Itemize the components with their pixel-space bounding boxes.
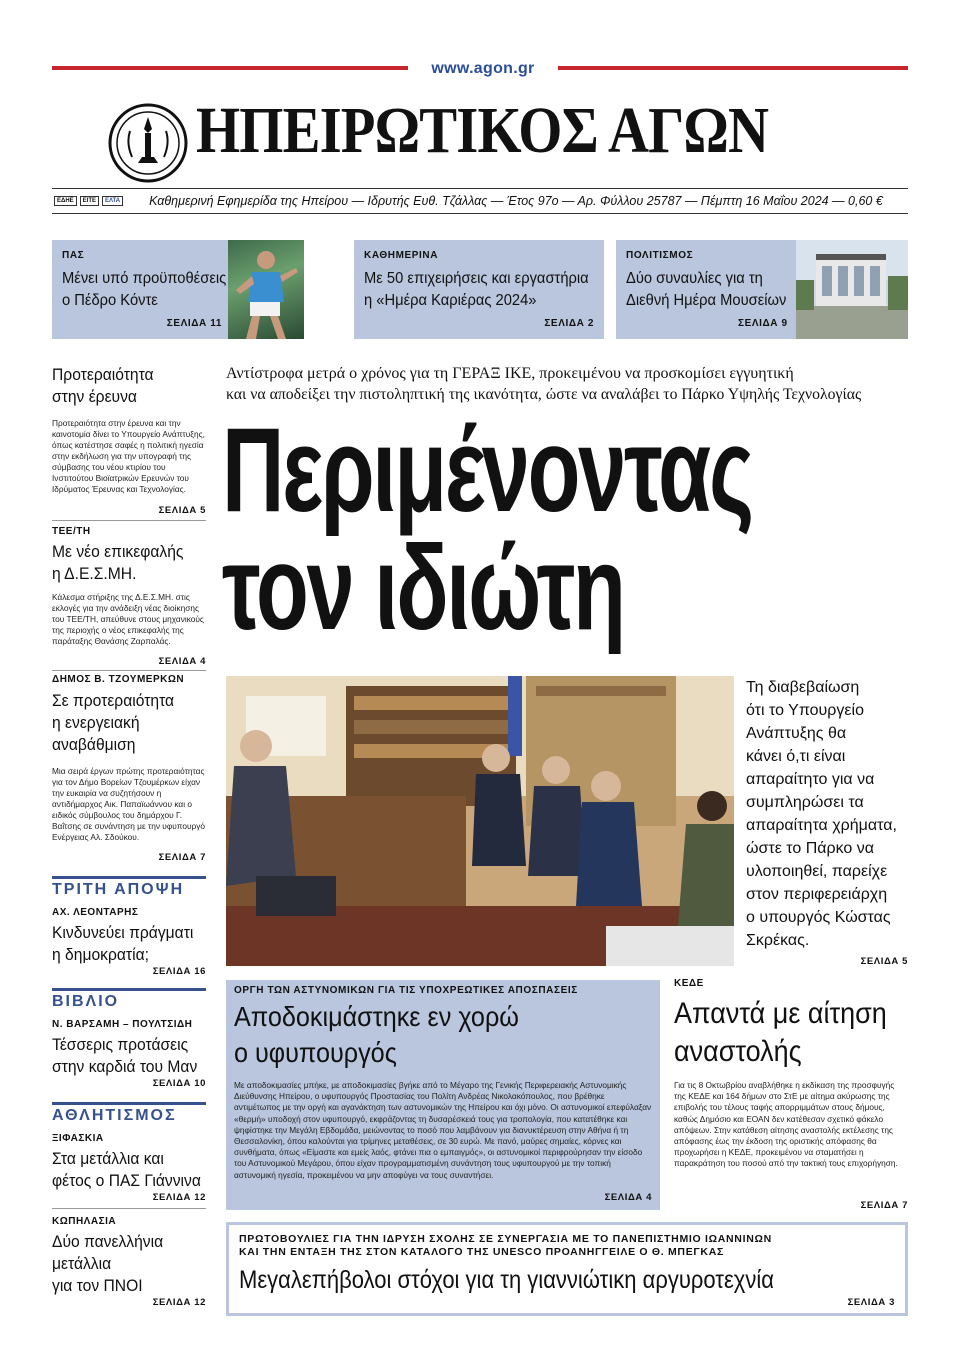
sidebar-kicker: ΞΙΦΑΣΚΙΑ <box>52 1133 104 1144</box>
badge-group <box>52 196 123 206</box>
teaser-museums[interactable] <box>616 240 908 339</box>
sidebar-page: ΣΕΛΙΔΑ 12 <box>152 1192 206 1203</box>
teaser-title-line: Με 50 επιχειρήσεις και εργαστήρια <box>364 270 589 287</box>
caption-line: Τη διαβεβαίωση <box>746 679 860 696</box>
silversmith-story-box[interactable] <box>226 1222 908 1316</box>
divider <box>52 520 206 521</box>
sidebar-title[interactable]: Στα μετάλλια και <box>52 1149 164 1168</box>
lead-deck: και να αποδείξει την πιστοληπτική της ικανότητα, ώστε να αναλάβει το Πάρκο Υψηλής Τεχνολογίας <box>226 386 862 403</box>
caption-line: απαραίτητα χρήματα, <box>746 817 897 834</box>
kede-page: ΣΕΛΙΔΑ 7 <box>860 1200 908 1211</box>
kede-body: Για τις 8 Οκτωβρίου αναβλήθηκε η εκδίκαση της προσφυγής της ΚΕΔΕ και 164 δήμων στο ΣτΕ με αίτημα ακύρωσης της επιβολής του τέλους ταφής απορριμμάτων στους δήμους, καθώς Δημόσιο και ΕΟΑΝ δεν κατέθεσαν σχετικό φάκελο απόψεων. Στην κατάθεση αίτησης αναστολής εκτέλεσης της απόφασης έως την έκδοση της οριστικής απόφασης θα προχωρήσει η ΚΕΔΕ, προκειμένου να σταματήσει η παρακράτηση του ποσού από την τακτική τους επιχορήγηση. <box>674 1080 898 1169</box>
caption-line: κάνει ό,τι είναι <box>746 748 846 765</box>
sidebar-page: ΣΕΛΙΔΑ 4 <box>158 656 206 667</box>
sidebar-title[interactable]: Με νέο επικεφαλής <box>52 542 184 561</box>
lead-page: ΣΕΛΙΔΑ 5 <box>860 956 908 967</box>
sidebar-title[interactable]: φέτος ο ΠΑΣ Γιάννινα <box>52 1171 201 1190</box>
lead-photo <box>226 676 734 966</box>
caption-line: απαραίτητο για να <box>746 771 875 788</box>
sidebar-body: Μια σειρά έργων πρώτης προτεραιότητας για τον Δήμο Βορείων Τζουμέρκων είχαν την ευκαιρία να συζητήσουν η αντιδήμαρχος Αικ. Παπαϊωάννου και ο ειδικός σύμβουλος του δημάρχου Γ. Βαΐτσης σε συνάντηση με την υφυπουργό Ενέργειας Αλ. Σδούκου. <box>52 766 206 842</box>
sidebar-page: ΣΕΛΙΔΑ 10 <box>152 1078 206 1089</box>
teaser-title-line: Μένει υπό προϋποθέσεις <box>62 270 227 287</box>
sidebar-page: ΣΕΛΙΔΑ 16 <box>152 966 206 977</box>
sidebar-title[interactable]: στην καρδιά του Μαν <box>52 1057 198 1076</box>
teaser-title-line: Διεθνή Ημέρα Μουσείων <box>626 292 787 309</box>
police-story-box[interactable] <box>226 980 660 1210</box>
badge-eite: ΕΙΤΕ <box>80 196 99 206</box>
caption-line: ότι το Υπουργείο <box>746 702 864 719</box>
section-tribune: ΤΡΙΤΗ ΑΠΟΨΗ <box>52 876 206 899</box>
info-line: Καθημερινή Εφημερίδα της Ηπείρου — Ιδρυτής Ευθ. Τζάλλας — Έτος 97ο — Αρ. Φύλλου 25787 — Πέμπτη 16 Μαΐου 2024 — 0,60 € <box>149 194 883 208</box>
police-body: Με αποδοκιμασίες μπήκε, με αποδοκιμασίες βγήκε από το Μέγαρο της Γενικής Περιφερειακής Αστυνομικής Διεύθυνσης Ηπείρου, ο υφυπουργός Προστασίας του Πολίτη Ανδρέας Νικολακόπουλος, που βρέθηκε αντιμέτωπος με την οργή και αγανάκτηση των αστυνομικών της Ηπείρου και όχι μόνο. Οι αστυνομικοί επεφύλαξαν «θερμή» υποδοχή στον υφυπουργό, εκφράζοντας τη δυσαρέσκειά τους για τροπολογία, που κατατέθηκε και ψηφίστηκε την Μεγάλη Εβδομάδα, μειώνοντας το ποσό που λαμβάνουν για διανυκτέρευση στην Αθήνα ή τη Θεσσαλονίκη, όπου καλούνται για τρίμηνες μεταθέσεις, σε 30 ευρώ. Με πανό, μαύρες σημαίες, κόρνες και συνθήματα, όπως «Είμαστε και εμείς λαός, φτάνει πια ο εμπαιγμός», οι αστυνομικοί περιφρούρησαν την είσοδο του Αστυνομικού Μεγάρου, όπου είχαν προγραμματισμένη συνάντηση τους υφυπουργού με την τοπική αστυνομική ηγεσία, προκειμένου να μην αποφύγει να τους συναντήσει. <box>234 1080 652 1180</box>
sidebar-kicker: ΤΕΕ/ΤΗ <box>52 526 91 537</box>
sidebar-title[interactable]: Σε προτεραιότητα <box>52 691 175 710</box>
section-sports: ΑΘΛΗΤΙΣΜΟΣ <box>52 1102 206 1125</box>
sidebar-kicker: ΚΩΠΗΛΑΣΙΑ <box>52 1216 117 1227</box>
caption-line: ώστε το Πάρκο να <box>746 840 875 857</box>
police-page: ΣΕΛΙΔΑ 4 <box>604 1192 652 1203</box>
caption-line: στον περιφερειάρχη <box>746 886 888 903</box>
sidebar-title[interactable]: Προτεραιότητα <box>52 365 154 384</box>
sidebar-kicker: ΔΗΜΟΣ Β. ΤΖΟΥΜΕΡΚΩΝ <box>52 674 185 685</box>
sidebar-page: ΣΕΛΙΔΑ 5 <box>158 505 206 516</box>
sidebar-kicker: Ν. ΒΑΡΣΑΜΗ – ΠΟΥΛΤΣΙΔΗ <box>52 1019 193 1030</box>
masthead-seal <box>108 103 188 183</box>
website-url[interactable]: www.agon.gr <box>431 60 535 77</box>
lead-caption <box>746 676 910 952</box>
caption-line: Ανάπτυξης θα <box>746 725 847 742</box>
museum-photo <box>796 240 908 339</box>
sidebar-title[interactable]: αναβάθμιση <box>52 735 136 754</box>
teaser-kicker: ΠΑΣ <box>62 250 85 261</box>
caption-line: Σκρέκας. <box>746 932 810 949</box>
badge-ediee: ΕΔΗΕ <box>54 196 77 206</box>
sidebar-title[interactable]: η δημοκρατία; <box>52 945 149 964</box>
sidebar-body: Κάλεσμα στήριξης της Δ.Ε.Σ.ΜΗ. στις εκλογές για την ανάδειξη νέας διοίκησης του ΤΕΕ/ΤΗ, απεύθυνε στους μηχανικούς της περιοχής ο νέος επικεφαλής της παράταξης Θανάσης Ζαρπαλάς. <box>52 592 204 646</box>
info-bar <box>52 188 908 214</box>
kede-kicker: ΚΕΔΕ <box>674 978 704 989</box>
bottom-title: Μεγαλεπήβολοι στόχοι για τη γιαννιώτικη αργυροτεχνία <box>239 1266 774 1294</box>
sidebar-page: ΣΕΛΙΔΑ 7 <box>158 852 206 863</box>
sidebar-title[interactable]: Κινδυνεύει πράγματι <box>52 923 194 942</box>
bottom-kicker: ΚΑΙ ΤΗΝ ΕΝΤΑΞΗ ΤΗΣ ΣΤΟΝ ΚΑΤΑΛΟΓΟ ΤΗΣ UNESCO ΠΡΟΑΝΗΓΓΕΙΛΕ Ο Θ. ΜΠΕΓΚΑΣ <box>239 1246 724 1258</box>
teaser-pas[interactable] <box>52 240 304 339</box>
teaser-title-line: ο Πέδρο Κόντε <box>62 292 158 309</box>
sidebar-title[interactable]: Δύο πανελλήνια <box>52 1232 164 1251</box>
bottom-page: ΣΕΛΙΔΑ 3 <box>847 1297 895 1308</box>
teaser-kicker: ΚΑΘΗΜΕΡΙΝΑ <box>364 250 439 261</box>
caption-line: υλοποιηθεί, παρείχε <box>746 863 888 880</box>
footballer-photo <box>228 240 304 339</box>
teaser-title-line: Δύο συναυλίες για τη <box>626 270 763 287</box>
top-red-rule-right <box>558 66 908 70</box>
section-book: ΒΙΒΛΙΟ <box>52 988 206 1011</box>
masthead-title[interactable]: ΗΠΕΙΡΩΤΙΚΟΣ ΑΓΩΝ <box>196 94 769 167</box>
caption-line: συμπληρώσει τα <box>746 794 864 811</box>
sidebar-body: Προτεραιότητα στην έρευνα και την καινοτομία δίνει το Υπουργείο Ανάπτυξης, όπως κατέστησε σαφές η πολιτική ηγεσία στην εκδήλωση για την υπογραφή της σύμβασης του νέου κτιρίου του Ινστιτούτου Βιοϊατρικών Ερευνών του Ιδρύματος Έρευνας και Τεχνολογίας. <box>52 418 205 494</box>
bottom-kicker: ΠΡΩΤΟΒΟΥΛΙΕΣ ΓΙΑ ΤΗΝ ΙΔΡΥΣΗ ΣΧΟΛΗΣ ΣΕ ΣΥΝΕΡΓΑΣΙΑ ΜΕ ΤΟ ΠΑΝΕΠΙΣΤΗΜΙΟ ΙΩΑΝΝΙΝΩΝ <box>239 1233 772 1245</box>
sidebar-title[interactable]: Τέσσερις προτάσεις <box>52 1035 189 1054</box>
teaser-career-day[interactable] <box>354 240 604 339</box>
lead-deck: Αντίστροφα μετρά ο χρόνος για τη ΓΕΡΑΞ ΙΚΕ, προκειμένου να προσκομίσει εγγυητική <box>226 365 794 382</box>
divider <box>52 670 206 671</box>
kede-title[interactable]: Απαντά με αίτηση <box>674 997 887 1030</box>
teaser-page: ΣΕΛΙΔΑ 2 <box>544 318 594 329</box>
police-title: Αποδοκιμάστηκε εν χορώ <box>234 1001 519 1032</box>
teaser-page: ΣΕΛΙΔΑ 11 <box>166 318 222 329</box>
sidebar-kicker: ΑΧ. ΛΕΟΝΤΑΡΗΣ <box>52 907 139 918</box>
lead-headline[interactable]: Περιμένοντας <box>222 403 752 537</box>
sidebar-title[interactable]: η ενεργειακή <box>52 713 140 732</box>
badge-elta: ΕΛΤΑ <box>102 196 123 206</box>
police-title: ο υφυπουργός <box>234 1037 397 1068</box>
teaser-kicker: ΠΟΛΙΤΙΣΜΟΣ <box>626 250 694 261</box>
teaser-title-line: η «Ημέρα Καριέρας 2024» <box>364 292 537 309</box>
caption-line: ο υπουργός Κώστας <box>746 909 891 926</box>
teaser-page: ΣΕΛΙΔΑ 9 <box>738 318 788 329</box>
lead-headline[interactable]: τον ιδιώτη <box>222 521 624 655</box>
kede-title[interactable]: αναστολής <box>674 1035 802 1068</box>
divider <box>52 1208 206 1209</box>
sidebar-title[interactable]: στην έρευνα <box>52 387 137 406</box>
sidebar-page: ΣΕΛΙΔΑ 12 <box>152 1297 206 1308</box>
sidebar-title[interactable]: για τον ΠΝΟΙ <box>52 1276 143 1295</box>
top-red-rule <box>52 66 408 70</box>
police-kicker: ΟΡΓΗ ΤΩΝ ΑΣΤΥΝΟΜΙΚΩΝ ΓΙΑ ΤΙΣ ΥΠΟΧΡΕΩΤΙΚΕΣ ΑΠΟΣΠΑΣΕΙΣ <box>234 985 578 996</box>
sidebar-title[interactable]: μετάλλια <box>52 1254 112 1273</box>
sidebar-title[interactable]: η Δ.Ε.Σ.ΜΗ. <box>52 564 137 583</box>
